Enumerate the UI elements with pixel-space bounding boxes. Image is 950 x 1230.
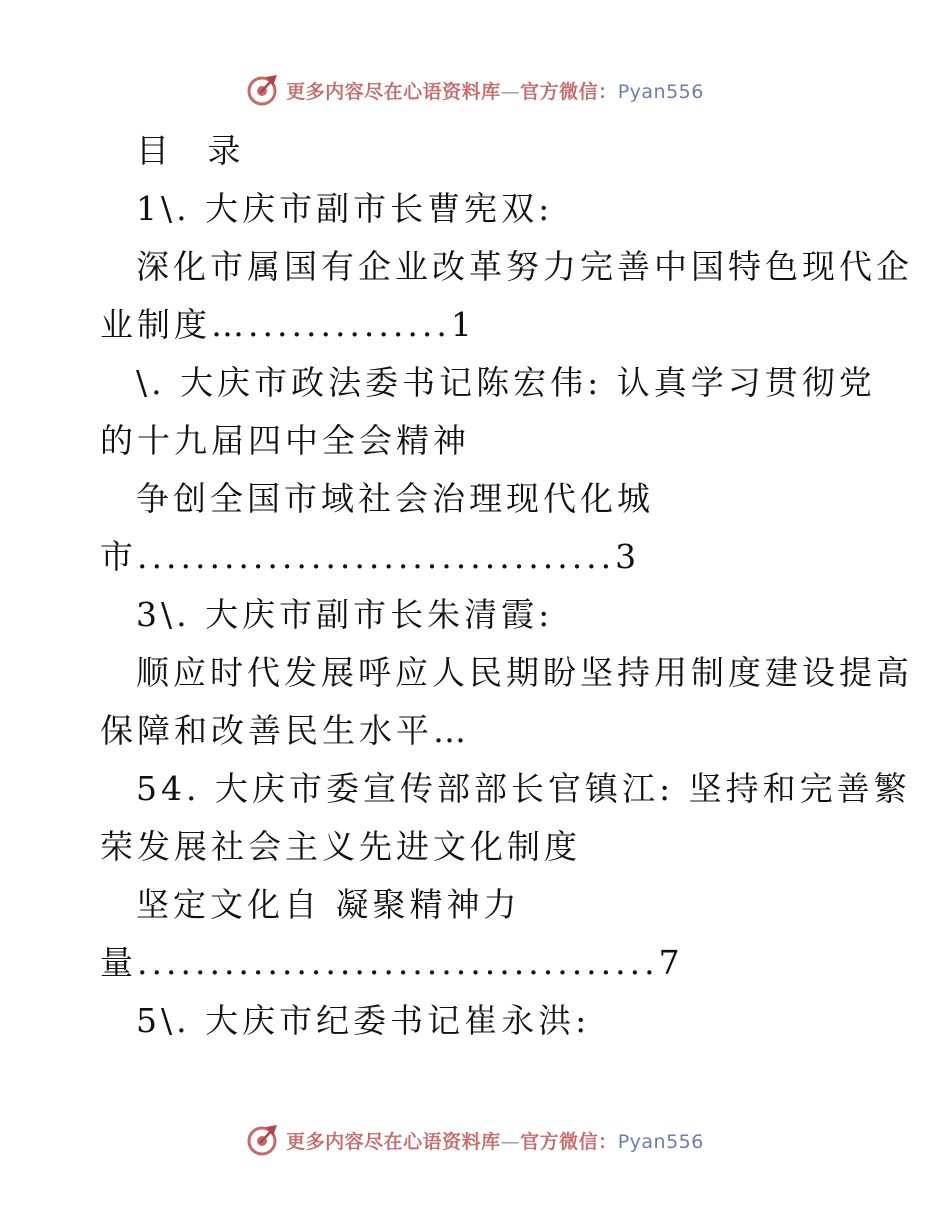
watermark-site: 更多内容尽在心语资料库: [286, 80, 501, 103]
watermark-wechat-id: Pyan556: [617, 80, 704, 103]
watermark-wechat-label: 官方微信：: [520, 80, 618, 103]
toc-line-11: 54. 大庆市委宣传部部长官镇江: 坚持和完善繁: [136, 769, 911, 808]
toc-line-5: 的十九届四中全会精神: [100, 421, 470, 460]
toc-line-7: 市.................................3: [100, 537, 641, 576]
toc-line-9: 顺应时代发展呼应人民期盼坚持用制度建设提高: [136, 653, 913, 692]
watermark-text: [286, 77, 704, 104]
toc-line-8: 3\. 大庆市副市长朱清霞:: [136, 595, 554, 634]
header-watermark-banner: [0, 70, 950, 110]
toc-line-3: 业制度…..............1: [100, 305, 476, 344]
toc-title: 目 录: [136, 131, 255, 170]
watermark-wechat-label: 官方微信：: [520, 1130, 618, 1153]
toc-line-10: 保障和改善民生水平…: [100, 711, 470, 750]
table-of-contents: [100, 122, 913, 1050]
watermark-wechat-id: Pyan556: [617, 1130, 704, 1153]
pen-globe-logo-icon: [246, 73, 280, 107]
watermark-site: 更多内容尽在心语资料库: [286, 1130, 501, 1153]
watermark-dash: —: [500, 80, 521, 103]
toc-line-15: 5\. 大庆市纪委书记崔永洪:: [136, 1001, 591, 1040]
toc-line-13: 坚定文化自 凝聚精神力: [136, 885, 521, 924]
toc-line-1: 1\. 大庆市副市长曹宪双:: [136, 189, 554, 228]
watermark-dash: —: [500, 1130, 521, 1153]
toc-line-14: 量....................................7: [100, 943, 684, 982]
footer-watermark-banner: [0, 1120, 950, 1160]
watermark-text: [286, 1127, 704, 1154]
toc-line-12: 荣发展社会主义先进文化制度: [100, 827, 581, 866]
pen-globe-logo-icon: [246, 1123, 280, 1157]
toc-line-2: 深化市属国有企业改革努力完善中国特色现代企: [136, 247, 913, 286]
toc-line-4: \. 大庆市政法委书记陈宏伟: 认真学习贯彻党: [136, 363, 876, 402]
toc-line-6: 争创全国市域社会治理现代化城: [136, 479, 654, 518]
